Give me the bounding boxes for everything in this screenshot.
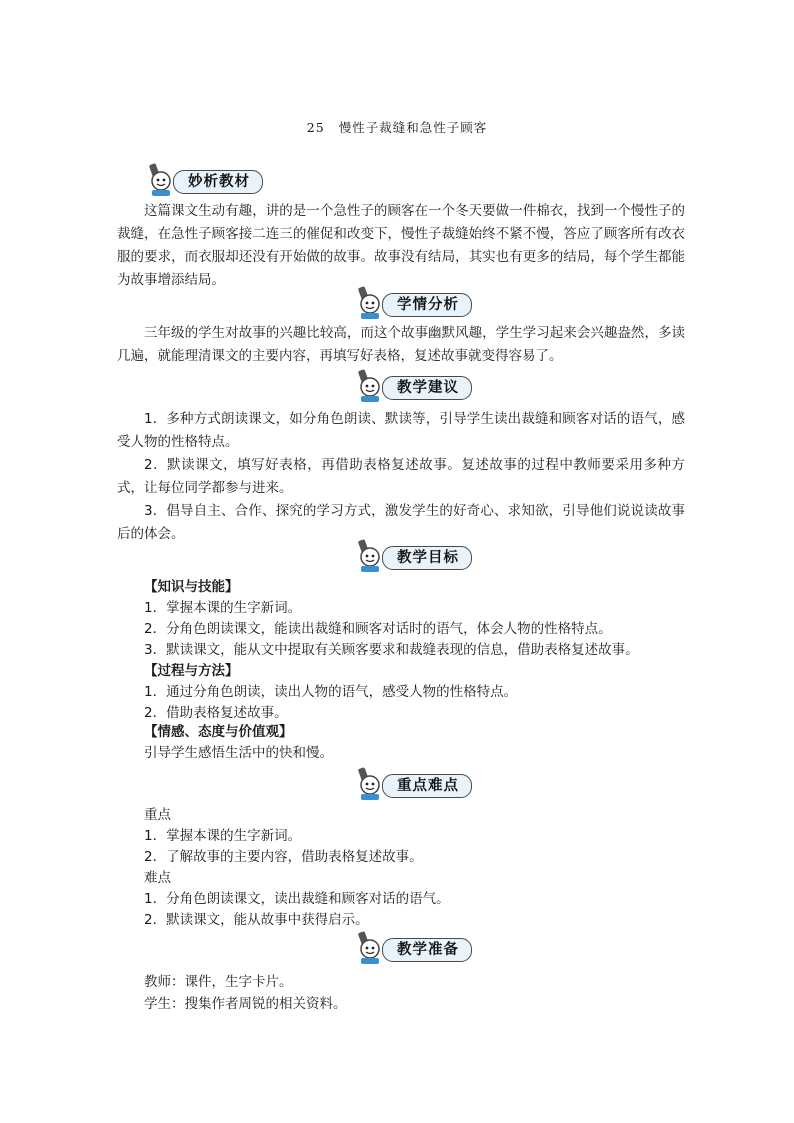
difficult-heading: 难点: [144, 870, 171, 886]
mascot-icon: [354, 368, 388, 404]
difficult-item-1: 1．分角色朗读课文，读出裁缝和顾客对话的语气。: [144, 891, 450, 907]
key-heading: 重点: [144, 807, 171, 823]
section-badge: 重点难点: [382, 774, 472, 798]
emotion-item: 引导学生感悟生活中的快和慢。: [144, 745, 333, 761]
process-heading: 【过程与方法】: [144, 663, 239, 679]
key-item-2: 2．了解故事的主要内容，借助表格复述故事。: [144, 849, 423, 865]
lesson-title: [0, 118, 794, 136]
difficult-item-2: 2．默读课文，能从故事中获得启示。: [144, 912, 369, 928]
section-preparation-header: [354, 930, 472, 966]
emotion-heading: 【情感、态度与价值观】: [144, 724, 293, 740]
section-keypoints-header: [354, 766, 472, 802]
suggestion-item-2: 2．默读课文，填写好表格，再借助表格复述故事。复述故事的过程中教师要采用多种方式，让每位同学都参与进来。: [117, 457, 685, 496]
students-paragraph: 三年级的学生对故事的兴趣比较高，而这个故事幽默风趣，学生学习起来会兴趣盎然，多读几遍，就能理清课文的主要内容，再填写好表格，复述故事就变得容易了。: [117, 325, 685, 364]
mascot-icon: [354, 766, 388, 802]
mascot-icon: [354, 930, 388, 966]
mascot-icon: [354, 285, 388, 321]
knowledge-item-1: 1．掌握本课的生字新词。: [144, 600, 302, 616]
mascot-icon: [354, 538, 388, 574]
section-badge: 教学建议: [382, 376, 472, 400]
analysis-paragraph: 这篇课文生动有趣，讲的是一个急性子的顾客在一个冬天要做一件棉衣，找到一个慢性子的裁缝，在急性子顾客接二连三的催促和改变下，慢性子裁缝始终不紧不慢，答应了顾客所有改衣服的要求，而衣服却还没有开始做的故事。故事没有结局，其实也有更多的结局，每个学生都能为故事增添结局。: [117, 203, 685, 288]
section-analysis-header: [145, 162, 263, 198]
section-badge: 学情分析: [382, 293, 472, 317]
knowledge-heading: 【知识与技能】: [144, 579, 239, 595]
process-item-1: 1．通过分角色朗读，读出人物的语气，感受人物的性格特点。: [144, 684, 518, 700]
key-item-1: 1．掌握本课的生字新词。: [144, 828, 302, 844]
section-students-header: [354, 285, 472, 321]
knowledge-item-2: 2．分角色朗读课文，能读出裁缝和顾客对话时的语气，体会人物的性格特点。: [144, 621, 612, 637]
preparation-teacher: 教师：课件，生字卡片。: [144, 974, 293, 990]
process-item-2: 2．借助表格复述故事。: [144, 705, 288, 721]
section-badge: 妙析教材: [173, 170, 263, 194]
section-badge: 教学目标: [382, 546, 472, 570]
section-badge: 教学准备: [382, 938, 472, 962]
mascot-icon: [145, 162, 179, 198]
section-goals-header: [354, 538, 472, 574]
lesson-title-text: 慢性子裁缝和急性子顾客: [338, 120, 488, 135]
knowledge-item-3: 3．默读课文，能从文中提取有关顾客要求和裁缝表现的信息，借助表格复述故事。: [144, 642, 639, 658]
preparation-student: 学生：搜集作者周锐的相关资料。: [144, 996, 347, 1012]
suggestion-item-3: 3．倡导自主、合作、探究的学习方式，激发学生的好奇心、求知欲，引导他们说说读故事后的体会。: [117, 503, 685, 542]
lesson-number: 25: [306, 120, 325, 135]
suggestion-item-1: 1．多种方式朗读课文，如分角色朗读、默读等，引导学生读出裁缝和顾客对话的语气，感受人物的性格特点。: [117, 411, 685, 450]
section-suggestions-header: [354, 368, 472, 404]
